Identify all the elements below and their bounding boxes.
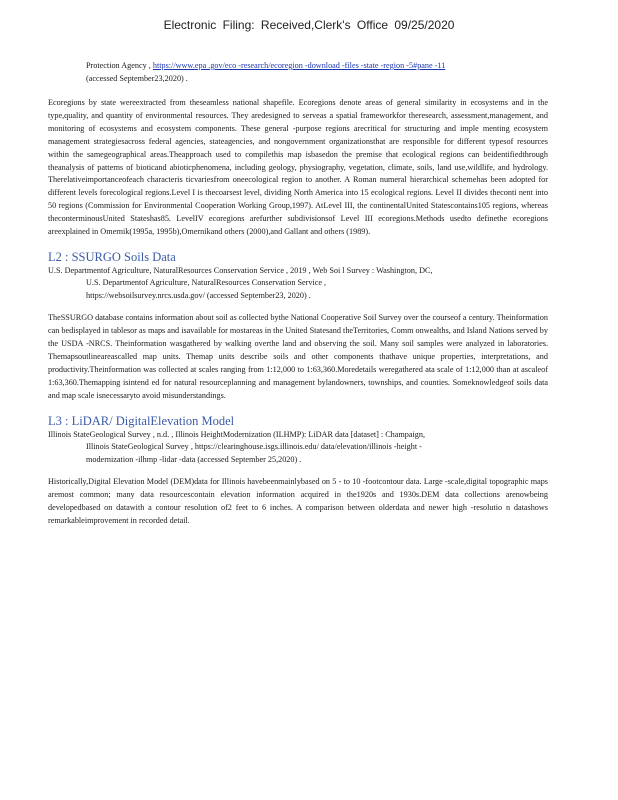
document-page (48, 60, 548, 528)
lidar-reference-link-a[interactable]: https://clearinghouse.isgs.illinois.edu/ data/elevation/illinois -height - (194, 442, 422, 452)
lidar-reference-link-b[interactable]: modernization -ilhmp -lidar -data (86, 454, 196, 464)
section-l2-heading: L2 : SSURGO Soils Data (48, 249, 176, 264)
ssurgo-reference-link[interactable]: https://websoilsurvey.nrcs.usda.gov/ (86, 290, 205, 300)
epa-reference-prefix: Protection Agency , (86, 61, 151, 70)
ssurgo-reference (48, 265, 548, 303)
ecoregions-paragraph: Ecoregions by state wereextracted from theseamless national shapefile. Ecoregions denote areas of general similarity in ecosystems and in the type,quality, and quantity of environmental resources. They aredesigned to serveas a spatial frameworkfor theresearch, assessment,management, and monitoring of ecosystems and ecosystem components. These general -purpose regions arecritical for structuring and imple menting ecosystem management strategiesacross federal agencies, stateagencies, and nongovernment organizationsthat are responsible for different typesof resources within the samegeographical areas.Theapproach used to compilethis map isbasedon the premise that ecological regions can beidentifiedthrough theanalysis of patterns of bioticand abioticphenomena, including geology, physiography, vegetation, climate, soils, land use,wildlife, and hydrology. Therelativeimportanceofeach characteris ticvariesfrom oneecological region to another. A Roman numeral hierarchical schemehas been adopted for different levels forecological regions.Level I is thecoarsest level, dividing North America into 15 ecological regions. Level II divides theconti nent into 50 regions (Commission for Environmental Cooperation Working Group,1997). AtLevel III, the continentalUnited Statescontains105 regions, whereas theconterminousUnited Stateshas85. LevelIV ecoregions arefurther subdivisionsof Level III ecoregions.Methods usedto definethe ecoregions areexplained in Omernik(1995a, 1995b),Omernikand others (2000),and Gallant and others (1989). (48, 98, 548, 237)
epa-reference-link[interactable]: https://www.epa .gov/eco -research/ecoregion -download -files -state -region -5#pane -11 (152, 61, 446, 70)
lidar-reference-line2: Illinois StateGeological Survey , (86, 442, 193, 452)
lidar-reference (48, 429, 548, 467)
epa-reference-accessed: (accessed September23,2020) . (86, 73, 188, 83)
filing-header: Electronic Filing: Received,Clerk's Office 09/25/2020 (163, 18, 455, 32)
dem-paragraph: Historically,Digital Elevation Model (DEM)data for Illinois havebeenmainlybased on 5 - to 10 -footcontour data. Large -scale,digital topographic maps aremost common; many data resourcescontain elevation information acquired in the1920s and 1930s.DEM data collections arenowbeing developedbased on datawith a contour resolution of2 feet to 6 inches. A comparison between olderdata and newer high -resolutio n datashows remarkableimprovement in recorded detail. (48, 477, 548, 526)
ssurgo-paragraph: TheSSURGO database contains information about soil as collected bythe National Cooperative Soil Survey over the courseof a century. Theinformation can bedisplayed in tablesor as maps and isavailable for mostareas in the United Statesand theTerritories, Comm onwealths, and Island Nations served by the USDA -NRCS. Theinformation wasgathered by walking overthe land and observing the soil. Many soil samples were analyzed in laboratories. Themapsoutlineareascalled map units. Themap units describe soils and other components thathave unique properties, interpretations, and productivity.Theinformation was collected at scales ranging from 1:12,000 to 1:63,360.Moredetails weregathered ata scale of 1:12,000 than at ascaleof 1:63,360.Themapping isintend ed for natural resourceplanning and management bylandowners, townships, and counties. Someknowledgeof soils data and map scale isnecessaryto avoid misunderstandings. (48, 313, 548, 400)
ssurgo-reference-accessed: (accessed September23, 2020) . (206, 290, 311, 300)
ssurgo-reference-line1: U.S. Departmentof Agriculture, NaturalResources Conservation Service , 2019 , Web Soi l Survey : Washington, DC, (48, 265, 433, 275)
section-l3-heading: L3 : LiDAR/ DigitalElevation Model (48, 413, 235, 428)
epa-reference (48, 60, 548, 85)
lidar-reference-line1: Illinois StateGeological Survey , n.d. , Illinois HeightModernization (ILHMP): LiDAR data [dataset] : Champaign, (48, 429, 426, 439)
lidar-reference-accessed: (accessed September 25,2020) . (197, 454, 302, 464)
ssurgo-reference-line2: U.S. Departmentof Agriculture, NaturalResources Conservation Service , (86, 278, 327, 288)
